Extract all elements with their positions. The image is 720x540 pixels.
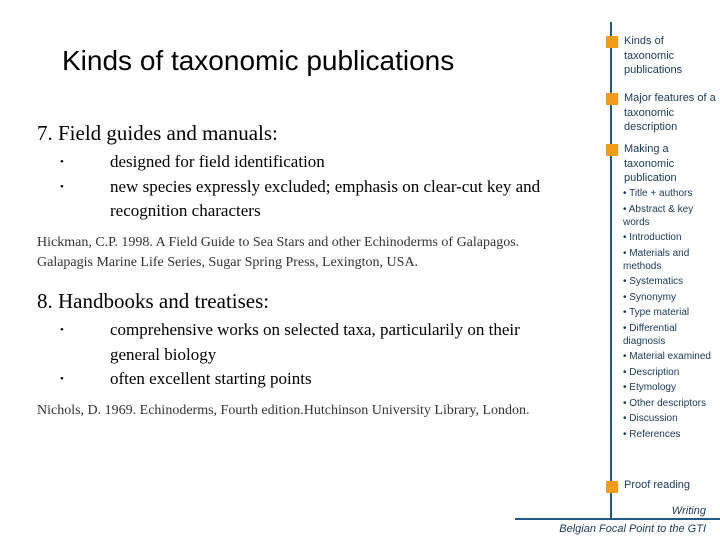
nav-sub-item-material-examined[interactable]: • Material examined xyxy=(623,351,711,362)
handbooks-bullet-list xyxy=(60,318,560,392)
section-heading-handbooks: 8. Handbooks and treatises: xyxy=(37,289,270,313)
nav-sub-item-etymology[interactable]: • Etymology xyxy=(623,382,676,393)
nav-sub-item-type-material[interactable]: • Type material xyxy=(623,307,690,318)
nav-sub-item-other-descriptors[interactable]: • Other descriptors xyxy=(623,397,706,409)
field-guides-bullet-list xyxy=(60,150,560,224)
nav-item-kinds[interactable]: Kinds of taxonomic publications xyxy=(624,35,683,76)
bullet-dot: • xyxy=(60,373,64,385)
bullet-text: comprehensive works on selected taxa, particularily on their general biology xyxy=(110,320,520,364)
reference-nichols: Nichols, D. 1969. Echinoderms, Fourth edition.Hutchinson University Library, London. xyxy=(37,403,530,418)
list-item xyxy=(60,175,560,224)
bullet-text: designed for field identification xyxy=(110,152,325,171)
reference-hickman: Hickman, C.P. 1998. A Field Guide to Sea Stars and other Echinoderms of Galapagos. Galapagis Marine Life Series, Sugar Spring Press, Lexington, USA. xyxy=(37,235,520,270)
bullet-text: often excellent starting points xyxy=(110,369,312,388)
nav-sub-item-abstract[interactable]: • Abstract & key words xyxy=(623,203,694,228)
nav-sub-item-references[interactable]: • References xyxy=(623,428,681,440)
footer-organization: Belgian Focal Point to the GTI xyxy=(559,523,706,535)
nav-sub-item-differential-diagnosis[interactable]: • Differential diagnosis xyxy=(623,322,677,347)
list-item xyxy=(60,367,560,392)
nav-sub-item-systematics[interactable]: • Systematics xyxy=(623,276,684,287)
nav-sub-item-introduction[interactable]: • Introduction xyxy=(623,232,682,243)
nav-square-icon xyxy=(606,36,618,48)
nav-item-proof-reading[interactable]: Proof reading xyxy=(624,479,691,491)
nav-square-icon xyxy=(606,144,618,156)
nav-item-major-features[interactable]: Major features of a taxonomic description xyxy=(624,92,716,133)
nav-square-icon xyxy=(606,481,618,493)
nav-sub-item-title-authors[interactable]: • Title + authors xyxy=(623,188,693,199)
nav-item-making-publication[interactable]: Making a taxonomic publication xyxy=(624,143,677,184)
nav-sub-item-synonymy[interactable]: • Synonymy xyxy=(623,291,676,303)
nav-sub-item-discussion[interactable]: • Discussion xyxy=(623,413,678,424)
bullet-text: new species expressly excluded; emphasis on clear-cut key and recognition characters xyxy=(110,176,541,220)
writing-label: Writing xyxy=(671,505,706,517)
nav-sub-item-materials-methods[interactable]: • Materials and methods xyxy=(623,247,690,272)
bullet-dot: • xyxy=(60,180,64,193)
bullet-dot: • xyxy=(60,324,64,336)
nav-sub-list xyxy=(623,187,715,443)
list-item xyxy=(60,318,560,367)
nav-bottom-line xyxy=(515,518,720,520)
nav-sub-item-description[interactable]: • Description xyxy=(623,366,680,378)
slide-title: Kinds of taxonomic publications xyxy=(62,45,455,76)
nav-square-icon xyxy=(606,93,618,105)
list-item xyxy=(60,150,560,175)
bullet-dot: • xyxy=(60,156,64,168)
section-heading-field-guides: 7. Field guides and manuals: xyxy=(37,121,278,145)
